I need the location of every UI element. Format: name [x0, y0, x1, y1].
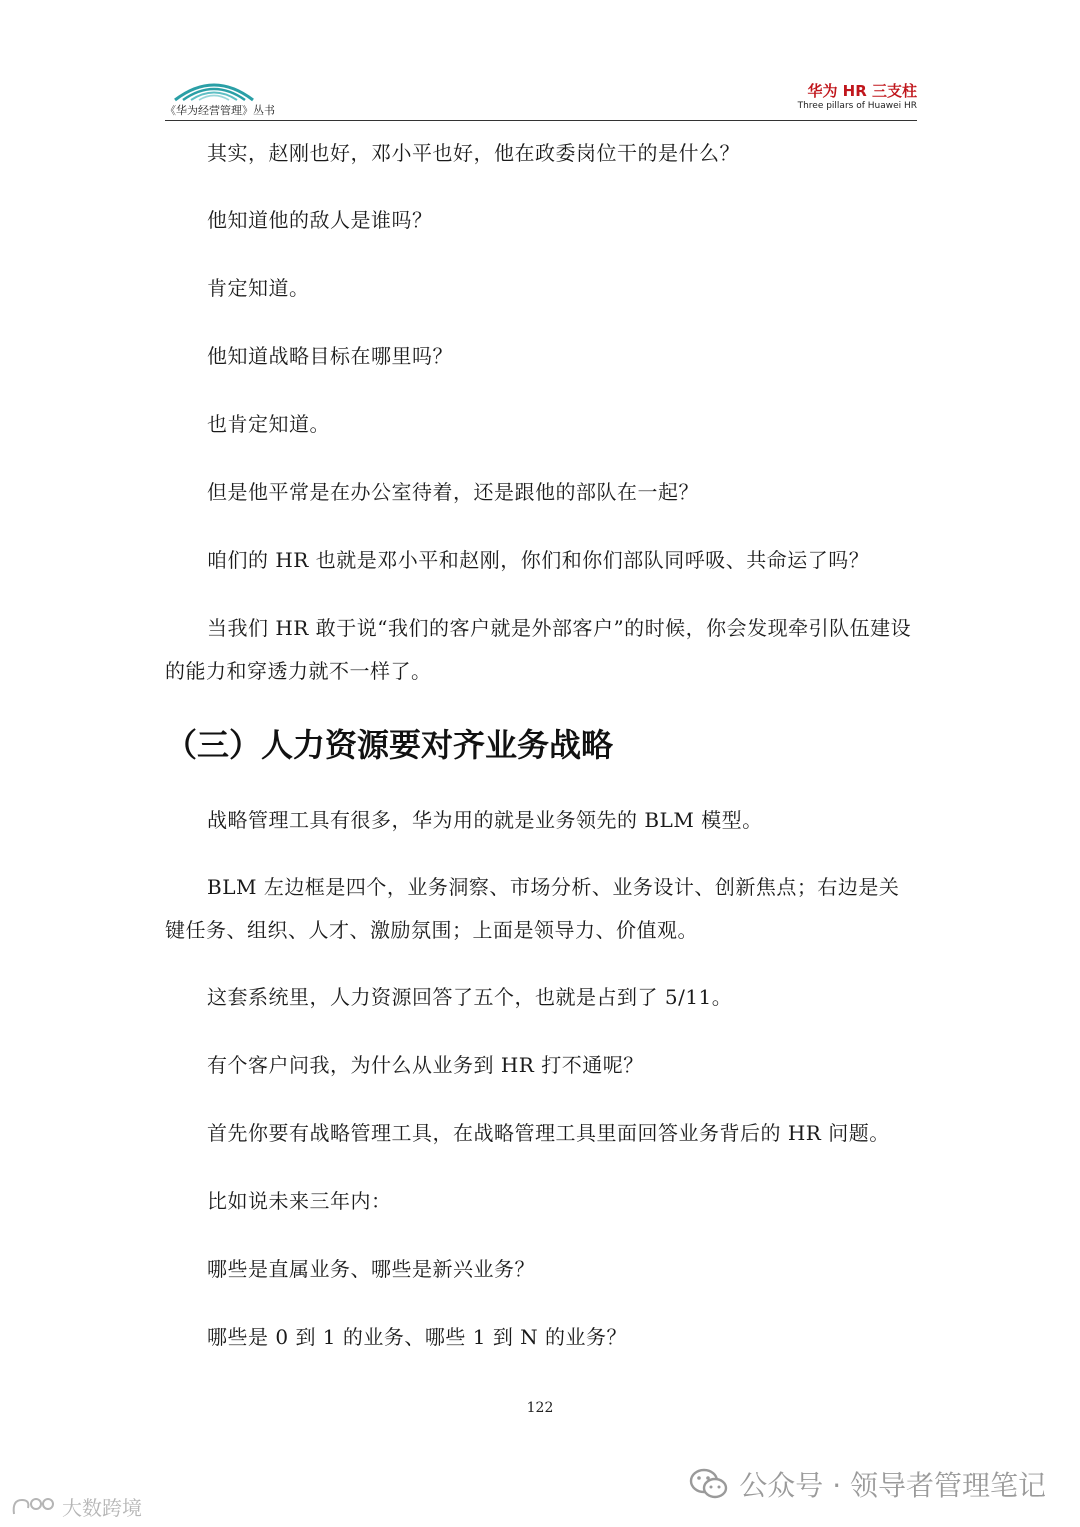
page-header — [165, 74, 917, 120]
paragraph: 战略管理工具有很多，华为用的就是业务领先的 BLM 模型。 — [207, 808, 763, 832]
page-number: 122 — [526, 1400, 554, 1416]
paragraph: 肯定知道。 — [207, 276, 310, 300]
wechat-watermark — [689, 1462, 1046, 1506]
paragraph: 比如说未来三年内： — [207, 1189, 392, 1213]
brand-block — [798, 82, 917, 112]
series-branding — [165, 74, 325, 120]
series-title: 《华为经营管理》丛书 — [165, 104, 275, 117]
wechat-icon — [689, 1467, 729, 1501]
paragraph: 首先你要有战略管理工具，在战略管理工具里面回答业务背后的 HR 问题。 — [207, 1121, 890, 1145]
brand-watermark-text: 大数跨境 — [62, 1495, 142, 1520]
paragraph: 但是他平常是在办公室待着，还是跟他的部队在一起？ — [207, 480, 699, 504]
paragraph: 也肯定知道。 — [207, 412, 330, 436]
paragraph: 有个客户问我，为什么从业务到 HR 打不通呢？ — [207, 1053, 644, 1077]
wechat-account-name: 公众号 · 领导者管理笔记 — [739, 1469, 1046, 1502]
section-heading: （三）人力资源要对齐业务战略 — [165, 726, 614, 764]
paragraph: 咱们的 HR 也就是邓小平和赵刚，你们和你们部队同呼吸、共命运了吗？ — [207, 548, 870, 572]
paragraph: 他知道他的敌人是谁吗？ — [207, 208, 433, 232]
paragraph: 这套系统里，人力资源回答了五个，也就是占到了 5/11。 — [207, 985, 733, 1009]
paragraph: 其实，赵刚也好，邓小平也好，他在政委岗位干的是什么？ — [207, 141, 740, 165]
paragraph: BLM 左边框是四个，业务洞察、市场分析、业务设计、创新焦点；右边是关键任务、组织、人才、激励氛围；上面是领导力、价值观。 — [165, 875, 900, 942]
brand-watermark — [10, 1491, 142, 1521]
brand-watermark-icon — [10, 1494, 56, 1518]
paragraph: 哪些是 0 到 1 的业务、哪些 1 到 N 的业务？ — [207, 1325, 628, 1349]
paragraph: 他知道战略目标在哪里吗？ — [207, 344, 453, 368]
brand-subtitle: Three pillars of Huawei HR — [797, 101, 917, 111]
header-divider — [165, 120, 917, 121]
paragraph: 哪些是直属业务、哪些是新兴业务？ — [207, 1257, 535, 1281]
mountain-logo-icon — [173, 76, 255, 102]
brand-title: 华为 HR 三支柱 — [807, 82, 917, 100]
paragraph: 当我们 HR 敢于说“我们的客户就是外部客户”的时候，你会发现牵引队伍建设的能力和穿透力就不一样了。 — [165, 616, 912, 683]
